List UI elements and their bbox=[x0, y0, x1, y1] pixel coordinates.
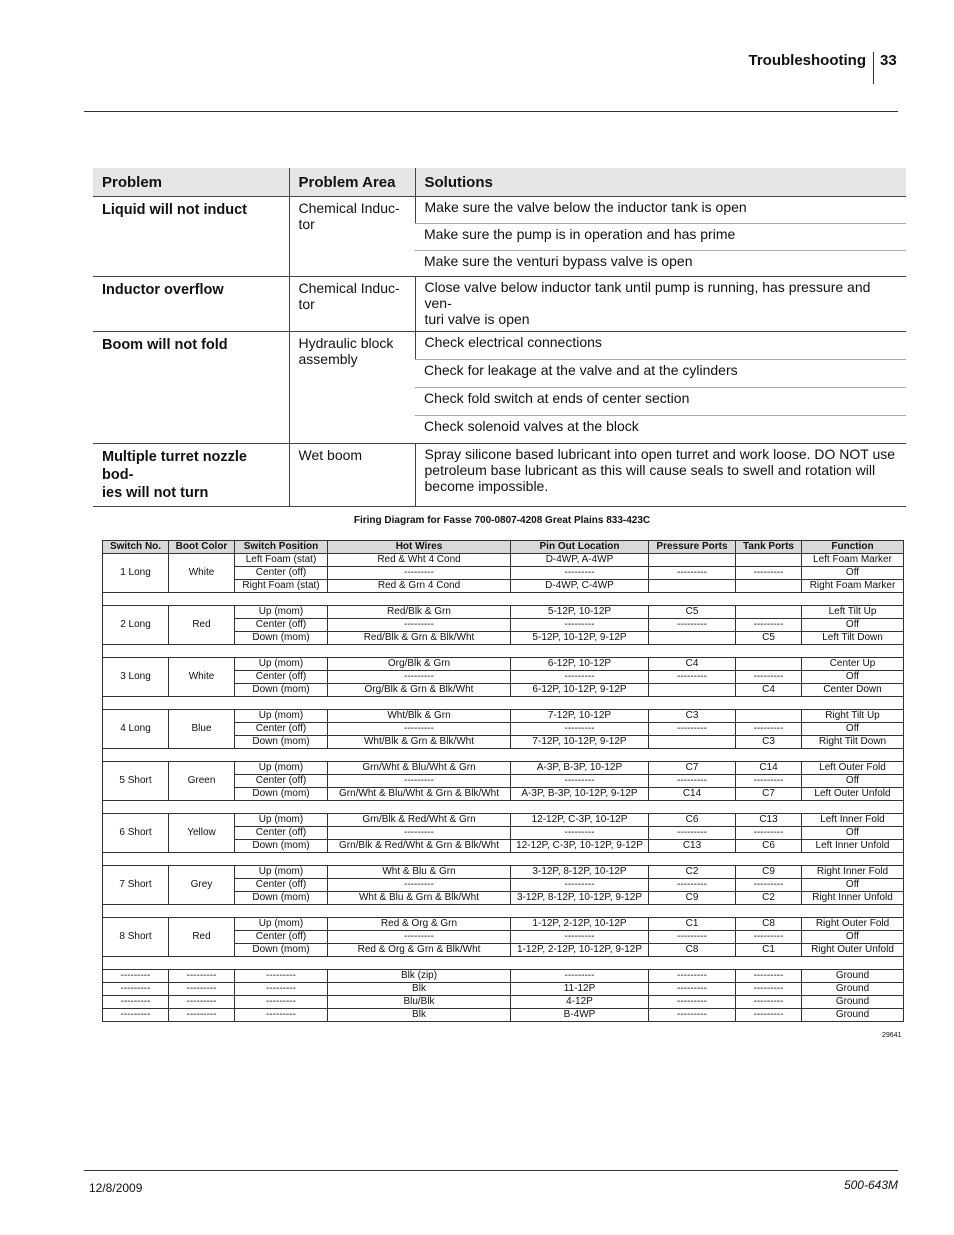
function-cell: Off bbox=[802, 775, 904, 788]
switch-position-cell: Center (off) bbox=[235, 671, 328, 684]
tank-port-cell bbox=[736, 580, 802, 593]
firing-column-header: Boot Color bbox=[169, 541, 235, 554]
hot-wires-cell: --------- bbox=[328, 931, 511, 944]
problem-area-cell: Wet boom bbox=[289, 444, 415, 507]
hot-wires-cell: Red & Grn 4 Cond bbox=[328, 580, 511, 593]
pressure-port-cell: C1 bbox=[649, 918, 736, 931]
pin-out-cell: 12-12P, C-3P, 10-12P bbox=[511, 814, 649, 827]
ground-cell: --------- bbox=[169, 996, 235, 1009]
switch-number-cell: 2 Long bbox=[103, 606, 169, 645]
ground-cell: Blk bbox=[328, 983, 511, 996]
tank-port-cell: --------- bbox=[736, 567, 802, 580]
ground-cell: --------- bbox=[736, 1009, 802, 1022]
firing-row bbox=[103, 762, 904, 775]
pin-out-cell: --------- bbox=[511, 723, 649, 736]
pressure-port-cell: C5 bbox=[649, 606, 736, 619]
pressure-port-cell: --------- bbox=[649, 827, 736, 840]
pin-out-cell: --------- bbox=[511, 827, 649, 840]
ground-cell: --------- bbox=[103, 970, 169, 983]
ground-row bbox=[103, 970, 904, 983]
function-cell: Right Outer Fold bbox=[802, 918, 904, 931]
firing-row bbox=[103, 710, 904, 723]
hot-wires-cell: Red & Org & Grn bbox=[328, 918, 511, 931]
hot-wires-cell: --------- bbox=[328, 723, 511, 736]
tank-port-cell: C2 bbox=[736, 892, 802, 905]
hot-wires-cell: --------- bbox=[328, 671, 511, 684]
switch-position-cell: Center (off) bbox=[235, 827, 328, 840]
pin-out-cell: 5-12P, 10-12P bbox=[511, 606, 649, 619]
hot-wires-cell: Wht & Blu & Grn bbox=[328, 866, 511, 879]
pin-out-cell: 6-12P, 10-12P, 9-12P bbox=[511, 684, 649, 697]
troubleshooting-header-row bbox=[93, 168, 906, 197]
function-cell: Left Tilt Down bbox=[802, 632, 904, 645]
switch-position-cell: Down (mom) bbox=[235, 788, 328, 801]
ground-cell: Blk (zip) bbox=[328, 970, 511, 983]
pressure-port-cell bbox=[649, 580, 736, 593]
switch-position-cell: Down (mom) bbox=[235, 632, 328, 645]
hot-wires-cell: Wht & Blu & Grn & Blk/Wht bbox=[328, 892, 511, 905]
pressure-port-cell bbox=[649, 684, 736, 697]
solution-cell: Make sure the venturi bypass valve is open bbox=[415, 251, 906, 277]
spacer-row bbox=[103, 697, 904, 710]
firing-column-header: Function bbox=[802, 541, 904, 554]
spacer-cell bbox=[103, 801, 904, 814]
solution-cell: Check for leakage at the valve and at the cylinders bbox=[415, 360, 906, 388]
function-cell: Off bbox=[802, 619, 904, 632]
spacer-row bbox=[103, 593, 904, 606]
tank-port-cell: C5 bbox=[736, 632, 802, 645]
tank-port-cell: --------- bbox=[736, 827, 802, 840]
function-cell: Off bbox=[802, 567, 904, 580]
ground-row bbox=[103, 996, 904, 1009]
spacer-row bbox=[103, 905, 904, 918]
function-cell: Center Up bbox=[802, 658, 904, 671]
pressure-port-cell: --------- bbox=[649, 931, 736, 944]
ground-cell: --------- bbox=[649, 1009, 736, 1022]
switch-position-cell: Up (mom) bbox=[235, 866, 328, 879]
pin-out-cell: 7-12P, 10-12P bbox=[511, 710, 649, 723]
tank-port-cell: C7 bbox=[736, 788, 802, 801]
function-cell: Left Tilt Up bbox=[802, 606, 904, 619]
function-cell: Right Tilt Up bbox=[802, 710, 904, 723]
spacer-cell bbox=[103, 749, 904, 762]
tank-port-cell bbox=[736, 554, 802, 567]
function-cell: Right Inner Fold bbox=[802, 866, 904, 879]
pressure-port-cell bbox=[649, 554, 736, 567]
solution-cell: Make sure the valve below the inductor tank is open bbox=[415, 197, 906, 224]
ground-cell: 11-12P bbox=[511, 983, 649, 996]
boot-color-cell: Red bbox=[169, 606, 235, 645]
tank-port-cell: --------- bbox=[736, 619, 802, 632]
spacer-cell bbox=[103, 697, 904, 710]
ground-cell: --------- bbox=[736, 996, 802, 1009]
pin-out-cell: 7-12P, 10-12P, 9-12P bbox=[511, 736, 649, 749]
problem-area-cell: Hydraulic block assembly bbox=[289, 332, 415, 444]
tank-port-cell: C8 bbox=[736, 918, 802, 931]
ground-cell: B-4WP bbox=[511, 1009, 649, 1022]
troubleshooting-row bbox=[93, 197, 906, 224]
function-cell: Right Tilt Down bbox=[802, 736, 904, 749]
switch-number-cell: 6 Short bbox=[103, 814, 169, 853]
hot-wires-cell: Red & Wht 4 Cond bbox=[328, 554, 511, 567]
firing-column-header: Switch Position bbox=[235, 541, 328, 554]
switch-position-cell: Down (mom) bbox=[235, 892, 328, 905]
hot-wires-cell: Grn/Wht & Blu/Wht & Grn bbox=[328, 762, 511, 775]
switch-position-cell: Up (mom) bbox=[235, 918, 328, 931]
spacer-cell bbox=[103, 957, 904, 970]
tank-port-cell: C13 bbox=[736, 814, 802, 827]
spacer-cell bbox=[103, 853, 904, 866]
switch-position-cell: Center (off) bbox=[235, 879, 328, 892]
function-cell: Right Inner Unfold bbox=[802, 892, 904, 905]
ground-row bbox=[103, 1009, 904, 1022]
problem-cell: Inductor overflow bbox=[93, 277, 289, 332]
hot-wires-cell: --------- bbox=[328, 619, 511, 632]
spacer-row bbox=[103, 957, 904, 970]
switch-number-cell: 1 Long bbox=[103, 554, 169, 593]
ground-cell: --------- bbox=[103, 1009, 169, 1022]
hot-wires-cell: Red/Blk & Grn & Blk/Wht bbox=[328, 632, 511, 645]
firing-column-header: Hot Wires bbox=[328, 541, 511, 554]
troubleshooting-row bbox=[93, 444, 906, 507]
tank-port-cell: --------- bbox=[736, 879, 802, 892]
column-header-problem: Problem bbox=[93, 168, 289, 197]
hot-wires-cell: Wht/Blk & Grn & Blk/Wht bbox=[328, 736, 511, 749]
pin-out-cell: A-3P, B-3P, 10-12P, 9-12P bbox=[511, 788, 649, 801]
pressure-port-cell: --------- bbox=[649, 775, 736, 788]
column-header-problem-area: Problem Area bbox=[289, 168, 415, 197]
tank-port-cell: --------- bbox=[736, 775, 802, 788]
function-cell: Left Foam Marker bbox=[802, 554, 904, 567]
pin-out-cell: --------- bbox=[511, 879, 649, 892]
firing-header-row bbox=[103, 541, 904, 554]
tank-port-cell: --------- bbox=[736, 723, 802, 736]
ground-cell: --------- bbox=[235, 1009, 328, 1022]
spacer-row bbox=[103, 749, 904, 762]
ground-cell: --------- bbox=[169, 983, 235, 996]
troubleshooting-body bbox=[93, 197, 906, 507]
function-cell: Right Outer Unfold bbox=[802, 944, 904, 957]
firing-column-header: Pin Out Location bbox=[511, 541, 649, 554]
pressure-port-cell: C4 bbox=[649, 658, 736, 671]
switch-position-cell: Up (mom) bbox=[235, 658, 328, 671]
ground-cell: Blk bbox=[328, 1009, 511, 1022]
figure-number: 29641 bbox=[882, 1032, 902, 1039]
header-divider bbox=[873, 52, 874, 84]
tank-port-cell: C3 bbox=[736, 736, 802, 749]
ground-row bbox=[103, 983, 904, 996]
problem-area-cell: Chemical Induc- tor bbox=[289, 197, 415, 277]
hot-wires-cell: Red & Org & Grn & Blk/Wht bbox=[328, 944, 511, 957]
hot-wires-cell: --------- bbox=[328, 567, 511, 580]
hot-wires-cell: Org/Blk & Grn bbox=[328, 658, 511, 671]
hot-wires-cell: Org/Blk & Grn & Blk/Wht bbox=[328, 684, 511, 697]
firing-row bbox=[103, 606, 904, 619]
pressure-port-cell: --------- bbox=[649, 723, 736, 736]
spacer-cell bbox=[103, 645, 904, 658]
solution-cell: Spray silicone based lubricant into open turret and work loose. DO NOT use petroleum base lubricant as this will cause seals to swell and rotation will become impossible. bbox=[415, 444, 906, 507]
function-cell: Off bbox=[802, 879, 904, 892]
firing-row bbox=[103, 658, 904, 671]
function-cell: Off bbox=[802, 931, 904, 944]
spacer-cell bbox=[103, 905, 904, 918]
boot-color-cell: White bbox=[169, 658, 235, 697]
ground-cell: --------- bbox=[235, 970, 328, 983]
switch-number-cell: 8 Short bbox=[103, 918, 169, 957]
pressure-port-cell: C6 bbox=[649, 814, 736, 827]
pressure-port-cell: C13 bbox=[649, 840, 736, 853]
ground-cell: --------- bbox=[235, 996, 328, 1009]
ground-cell: --------- bbox=[736, 983, 802, 996]
footer-doc-number: 500-643M bbox=[843, 1178, 898, 1192]
pin-out-cell: --------- bbox=[511, 619, 649, 632]
pin-out-cell: 5-12P, 10-12P, 9-12P bbox=[511, 632, 649, 645]
firing-row bbox=[103, 814, 904, 827]
pressure-port-cell: --------- bbox=[649, 567, 736, 580]
pressure-port-cell bbox=[649, 632, 736, 645]
troubleshooting-row bbox=[93, 277, 906, 332]
boot-color-cell: White bbox=[169, 554, 235, 593]
function-cell: Off bbox=[802, 671, 904, 684]
pin-out-cell: --------- bbox=[511, 671, 649, 684]
switch-number-cell: 5 Short bbox=[103, 762, 169, 801]
pin-out-cell: --------- bbox=[511, 775, 649, 788]
tank-port-cell: C6 bbox=[736, 840, 802, 853]
switch-position-cell: Center (off) bbox=[235, 567, 328, 580]
solution-cell: Check fold switch at ends of center section bbox=[415, 388, 906, 416]
firing-column-header: Switch No. bbox=[103, 541, 169, 554]
firing-row bbox=[103, 918, 904, 931]
tank-port-cell: C4 bbox=[736, 684, 802, 697]
hot-wires-cell: --------- bbox=[328, 879, 511, 892]
tank-port-cell: --------- bbox=[736, 931, 802, 944]
pressure-port-cell: C8 bbox=[649, 944, 736, 957]
tank-port-cell: C1 bbox=[736, 944, 802, 957]
switch-position-cell: Up (mom) bbox=[235, 762, 328, 775]
function-cell: Off bbox=[802, 827, 904, 840]
hot-wires-cell: --------- bbox=[328, 775, 511, 788]
tank-port-cell bbox=[736, 606, 802, 619]
switch-position-cell: Center (off) bbox=[235, 775, 328, 788]
pressure-port-cell: C2 bbox=[649, 866, 736, 879]
firing-row bbox=[103, 866, 904, 879]
solution-cell: Close valve below inductor tank until pump is running, has pressure and ven- turi valve is open bbox=[415, 277, 906, 332]
boot-color-cell: Grey bbox=[169, 866, 235, 905]
spacer-row bbox=[103, 853, 904, 866]
ground-cell: --------- bbox=[103, 983, 169, 996]
switch-position-cell: Down (mom) bbox=[235, 736, 328, 749]
hot-wires-cell: Grn/Blk & Red/Wht & Grn bbox=[328, 814, 511, 827]
pressure-port-cell: C9 bbox=[649, 892, 736, 905]
pin-out-cell: 6-12P, 10-12P bbox=[511, 658, 649, 671]
problem-cell: Multiple turret nozzle bod- ies will not turn bbox=[93, 444, 289, 507]
function-cell: Right Foam Marker bbox=[802, 580, 904, 593]
pressure-port-cell: C3 bbox=[649, 710, 736, 723]
ground-cell: Ground bbox=[802, 970, 904, 983]
ground-cell: --------- bbox=[736, 970, 802, 983]
pin-out-cell: --------- bbox=[511, 567, 649, 580]
hot-wires-cell: --------- bbox=[328, 827, 511, 840]
ground-cell: --------- bbox=[649, 983, 736, 996]
troubleshooting-table bbox=[93, 168, 906, 507]
switch-position-cell: Up (mom) bbox=[235, 710, 328, 723]
firing-column-header: Pressure Ports bbox=[649, 541, 736, 554]
ground-cell: --------- bbox=[169, 970, 235, 983]
pin-out-cell: D-4WP, C-4WP bbox=[511, 580, 649, 593]
function-cell: Center Down bbox=[802, 684, 904, 697]
pressure-port-cell bbox=[649, 736, 736, 749]
function-cell: Off bbox=[802, 723, 904, 736]
hot-wires-cell: Red/Blk & Grn bbox=[328, 606, 511, 619]
tank-port-cell: C9 bbox=[736, 866, 802, 879]
boot-color-cell: Blue bbox=[169, 710, 235, 749]
column-header-solutions: Solutions bbox=[415, 168, 906, 197]
pressure-port-cell: --------- bbox=[649, 879, 736, 892]
switch-position-cell: Left Foam (stat) bbox=[235, 554, 328, 567]
switch-number-cell: 7 Short bbox=[103, 866, 169, 905]
pin-out-cell: 1-12P, 2-12P, 10-12P, 9-12P bbox=[511, 944, 649, 957]
switch-position-cell: Up (mom) bbox=[235, 814, 328, 827]
switch-position-cell: Center (off) bbox=[235, 619, 328, 632]
pin-out-cell: 3-12P, 8-12P, 10-12P, 9-12P bbox=[511, 892, 649, 905]
pressure-port-cell: --------- bbox=[649, 671, 736, 684]
ground-cell: --------- bbox=[649, 996, 736, 1009]
switch-position-cell: Center (off) bbox=[235, 723, 328, 736]
ground-cell: --------- bbox=[169, 1009, 235, 1022]
spacer-row bbox=[103, 645, 904, 658]
problem-cell: Liquid will not induct bbox=[93, 197, 289, 277]
firing-diagram-title: Firing Diagram for Fasse 700-0807-4208 Great Plains 833-423C bbox=[353, 515, 651, 526]
switch-position-cell: Right Foam (stat) bbox=[235, 580, 328, 593]
firing-column-header: Tank Ports bbox=[736, 541, 802, 554]
tank-port-cell bbox=[736, 710, 802, 723]
page-number: 33 bbox=[880, 52, 897, 69]
tank-port-cell: --------- bbox=[736, 671, 802, 684]
ground-cell: --------- bbox=[649, 970, 736, 983]
pin-out-cell: --------- bbox=[511, 931, 649, 944]
boot-color-cell: Yellow bbox=[169, 814, 235, 853]
pressure-port-cell: C7 bbox=[649, 762, 736, 775]
switch-number-cell: 3 Long bbox=[103, 658, 169, 697]
troubleshooting-row bbox=[93, 332, 906, 360]
ground-cell: Ground bbox=[802, 983, 904, 996]
problem-cell: Boom will not fold bbox=[93, 332, 289, 444]
pin-out-cell: D-4WP, A-4WP bbox=[511, 554, 649, 567]
tank-port-cell bbox=[736, 658, 802, 671]
boot-color-cell: Red bbox=[169, 918, 235, 957]
header-rule bbox=[84, 111, 898, 112]
switch-number-cell: 4 Long bbox=[103, 710, 169, 749]
pin-out-cell: A-3P, B-3P, 10-12P bbox=[511, 762, 649, 775]
boot-color-cell: Green bbox=[169, 762, 235, 801]
pressure-port-cell: C14 bbox=[649, 788, 736, 801]
function-cell: Left Outer Fold bbox=[802, 762, 904, 775]
ground-cell: Ground bbox=[802, 996, 904, 1009]
switch-position-cell: Up (mom) bbox=[235, 606, 328, 619]
function-cell: Left Inner Fold bbox=[802, 814, 904, 827]
tank-port-cell: C14 bbox=[736, 762, 802, 775]
hot-wires-cell: Wht/Blk & Grn bbox=[328, 710, 511, 723]
footer-rule bbox=[84, 1170, 898, 1171]
hot-wires-cell: Grn/Wht & Blu/Wht & Grn & Blk/Wht bbox=[328, 788, 511, 801]
section-title: Troubleshooting bbox=[748, 52, 866, 69]
function-cell: Left Outer Unfold bbox=[802, 788, 904, 801]
solution-cell: Make sure the pump is in operation and has prime bbox=[415, 224, 906, 251]
solution-cell: Check solenoid valves at the block bbox=[415, 416, 906, 444]
function-cell: Left Inner Unfold bbox=[802, 840, 904, 853]
pressure-port-cell: --------- bbox=[649, 619, 736, 632]
hot-wires-cell: Grn/Blk & Red/Wht & Grn & Blk/Wht bbox=[328, 840, 511, 853]
spacer-row bbox=[103, 801, 904, 814]
switch-position-cell: Down (mom) bbox=[235, 840, 328, 853]
switch-position-cell: Down (mom) bbox=[235, 944, 328, 957]
firing-diagram-body bbox=[103, 554, 904, 1022]
footer-date: 12/8/2009 bbox=[89, 1181, 143, 1195]
switch-position-cell: Down (mom) bbox=[235, 684, 328, 697]
ground-cell: 4-12P bbox=[511, 996, 649, 1009]
ground-cell: Ground bbox=[802, 1009, 904, 1022]
switch-position-cell: Center (off) bbox=[235, 931, 328, 944]
ground-cell: --------- bbox=[235, 983, 328, 996]
solution-cell: Check electrical connections bbox=[415, 332, 906, 360]
pin-out-cell: 1-12P, 2-12P, 10-12P bbox=[511, 918, 649, 931]
ground-cell: --------- bbox=[103, 996, 169, 1009]
pin-out-cell: 3-12P, 8-12P, 10-12P bbox=[511, 866, 649, 879]
ground-cell: Blu/Blk bbox=[328, 996, 511, 1009]
ground-cell: --------- bbox=[511, 970, 649, 983]
problem-area-cell: Chemical Induc- tor bbox=[289, 277, 415, 332]
firing-row bbox=[103, 554, 904, 567]
firing-diagram-table bbox=[102, 540, 904, 1022]
spacer-cell bbox=[103, 593, 904, 606]
pin-out-cell: 12-12P, C-3P, 10-12P, 9-12P bbox=[511, 840, 649, 853]
